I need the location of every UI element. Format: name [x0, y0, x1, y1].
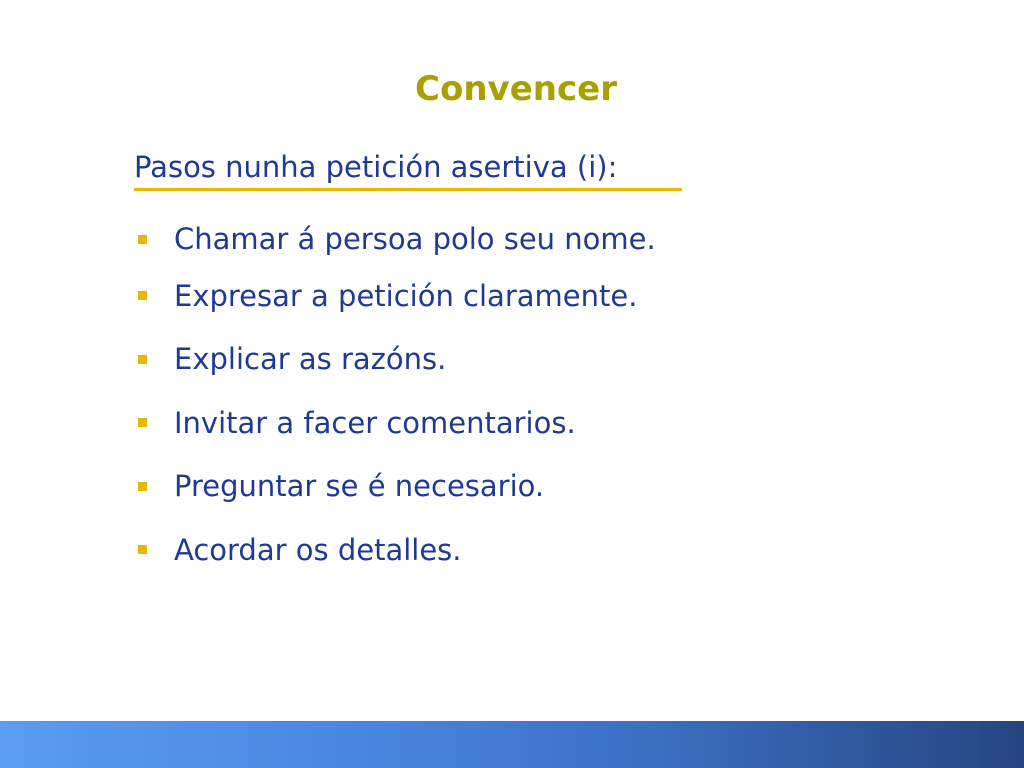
- bullet-item: [134, 455, 656, 519]
- bullet-text: Preguntar se é necesario.: [174, 469, 545, 504]
- footer-gradient-bar: [0, 721, 1024, 768]
- square-bullet-icon: [138, 482, 147, 491]
- subtitle-underline: [134, 188, 682, 191]
- bullet-text: Invitar a facer comentarios.: [174, 405, 576, 440]
- bullet-item: [134, 391, 656, 455]
- bullet-item: [134, 214, 656, 264]
- bullet-text: Expresar a petición claramente.: [174, 278, 638, 313]
- bullet-item: [134, 264, 656, 328]
- bullet-text: Explicar as razóns.: [174, 342, 447, 377]
- square-bullet-icon: [138, 355, 147, 364]
- bullet-list: [134, 214, 656, 582]
- square-bullet-icon: [138, 545, 147, 554]
- bullet-text: Chamar á persoa polo seu nome.: [174, 222, 656, 256]
- slide-title: Convencer: [415, 69, 617, 109]
- square-bullet-icon: [138, 418, 147, 427]
- slide-subtitle: Pasos nunha petición asertiva (i):: [134, 150, 618, 184]
- bullet-item: [134, 518, 656, 582]
- subtitle-container: [134, 146, 617, 188]
- bullet-item: [134, 328, 656, 392]
- bullet-text: Acordar os detalles.: [174, 532, 462, 567]
- square-bullet-icon: [138, 291, 147, 300]
- square-bullet-icon: [138, 235, 147, 244]
